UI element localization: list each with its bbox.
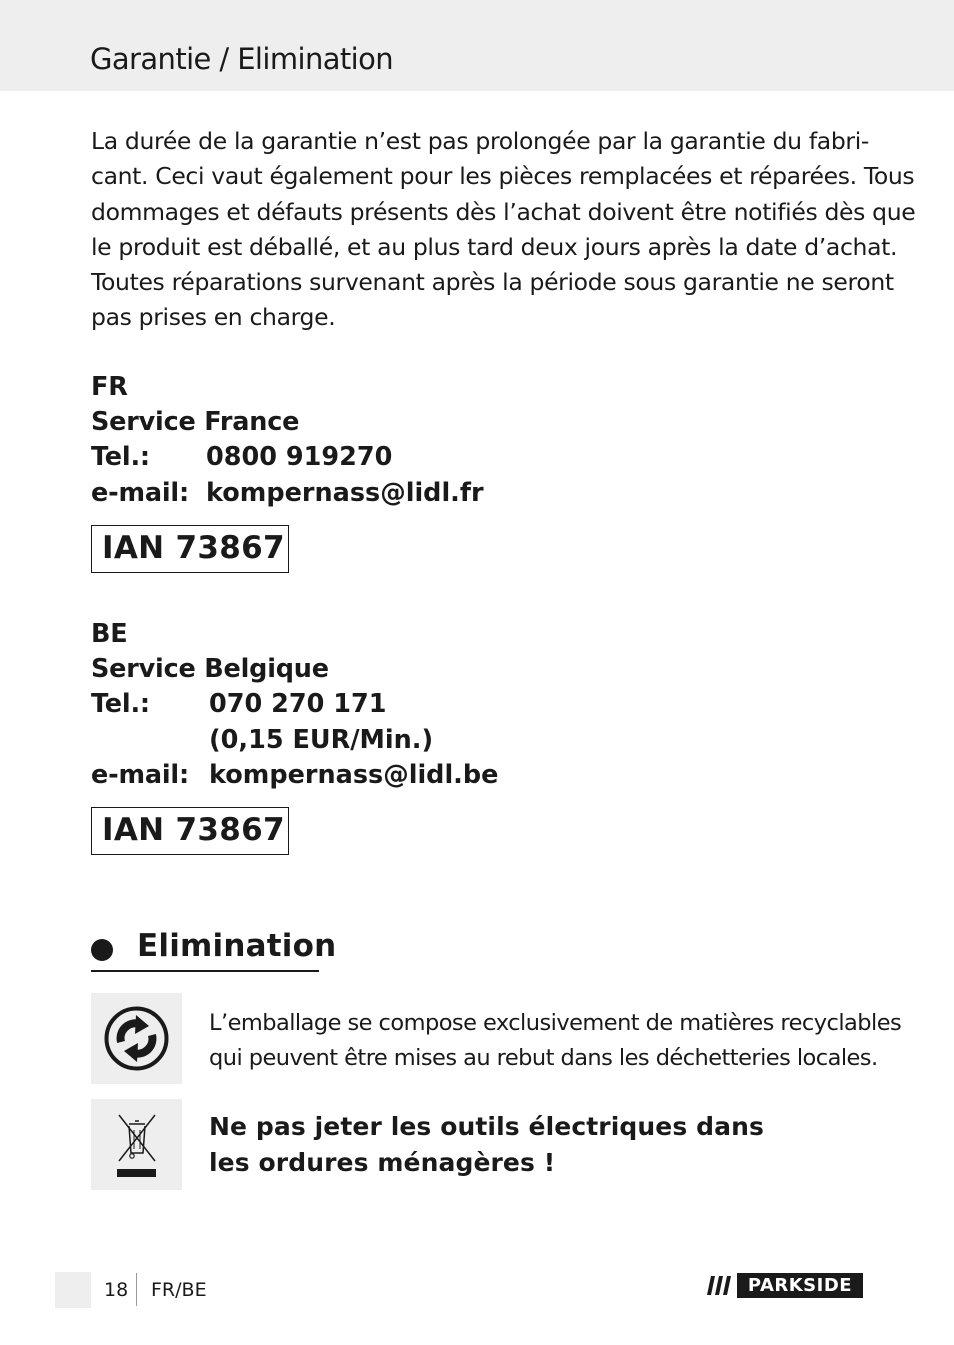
warning-line: les ordures ménagères ! — [209, 1148, 556, 1177]
ian-box-fr — [91, 525, 289, 573]
weee-warning — [209, 1109, 764, 1181]
email-fr: kompernass@lidl.fr — [206, 478, 484, 508]
email-label-be: e-mail: — [91, 760, 189, 790]
footer-marker — [55, 1272, 91, 1308]
section-underline — [91, 970, 319, 972]
paragraph-line: cant. Ceci vaut également pour les pièces remplacées et réparées. Tous — [91, 162, 915, 191]
page-title: Garantie / Elimination — [90, 42, 394, 76]
tel-note-be: (0,15 EUR/Min.) — [209, 725, 434, 755]
crossed-bin-icon — [91, 1099, 182, 1190]
email-label-fr: e-mail: — [91, 478, 189, 508]
tel-label-be: Tel.: — [91, 689, 150, 719]
section-title: Elimination — [137, 928, 337, 964]
page-number: 18 — [104, 1279, 129, 1301]
paragraph-line: pas prises en charge. — [91, 303, 336, 332]
recycle-icon-box — [91, 993, 182, 1084]
ian-number-fr: IAN 73867 — [102, 530, 285, 566]
brand-name: PARKSIDE — [737, 1273, 863, 1298]
tel-label-fr: Tel.: — [91, 442, 150, 472]
logo-stripes-icon — [705, 1273, 737, 1298]
recycling-note — [209, 1006, 902, 1076]
tel-number-be: 070 270 171 — [209, 689, 387, 719]
bullet-icon — [91, 939, 113, 961]
country-code-be: BE — [91, 619, 128, 649]
warranty-paragraph — [91, 124, 916, 336]
tel-number-fr: 0800 919270 — [206, 442, 393, 472]
service-name-be: Service Belgique — [91, 654, 329, 684]
paragraph-line: Toutes réparations survenant après la période sous garantie ne seront — [91, 268, 894, 297]
country-code-fr: FR — [91, 372, 128, 402]
footer-divider — [136, 1273, 137, 1306]
warning-line: Ne pas jeter les outils électriques dans — [209, 1112, 764, 1141]
service-name-fr: Service France — [91, 407, 300, 437]
ian-box-be — [91, 807, 289, 855]
paragraph-line: le produit est déballé, et au plus tard deux jours après la date d’achat. — [91, 232, 898, 261]
recycling-line: L’emballage se compose exclusivement de matières recyclables — [209, 1010, 902, 1036]
parkside-logo — [705, 1273, 863, 1298]
recycle-icon — [91, 993, 182, 1084]
paragraph-line: dommages et défauts présents dès l’achat doivent être notifiés dès que — [91, 197, 916, 226]
page-languages: FR/BE — [151, 1279, 207, 1301]
weee-icon-box — [91, 1099, 182, 1190]
recycling-line: qui peuvent être mises au rebut dans les déchetteries locales. — [209, 1045, 878, 1071]
ian-number-be: IAN 73867 — [102, 812, 285, 848]
email-be: kompernass@lidl.be — [209, 760, 499, 790]
paragraph-line: La durée de la garantie n’est pas prolongée par la garantie du fabri- — [91, 127, 870, 155]
